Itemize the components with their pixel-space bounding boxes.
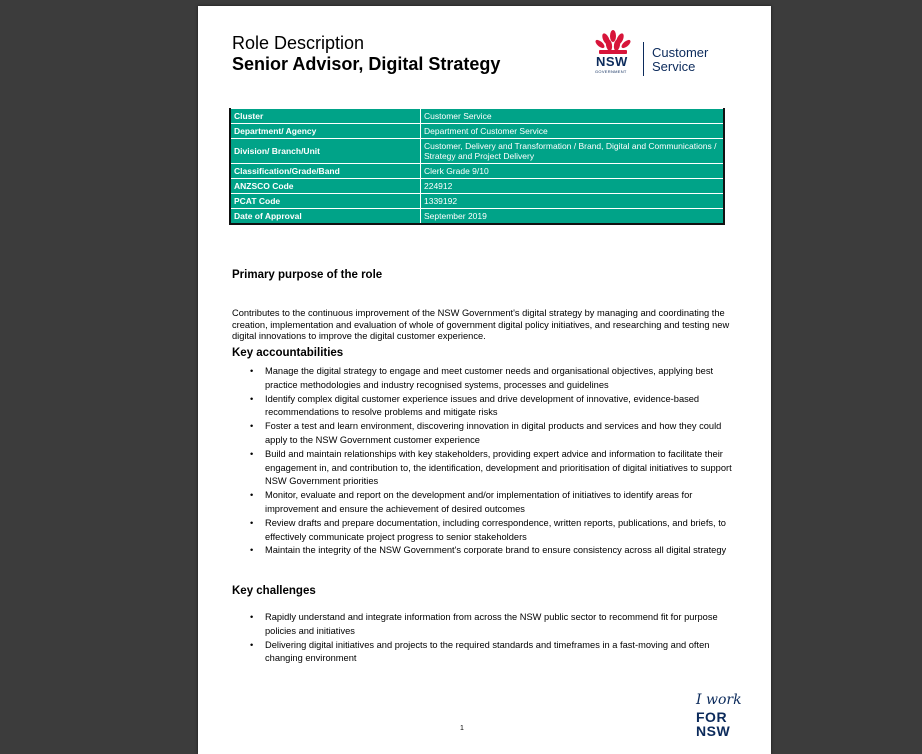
waratah-icon (594, 30, 632, 56)
nsw-wordmark: NSW (596, 54, 628, 69)
logo-divider (643, 42, 644, 76)
info-row (230, 109, 724, 124)
role-title: Senior Advisor, Digital Strategy (232, 54, 501, 74)
purpose-text: Contributes to the continuous improvement of the NSW Government's digital strategy by managing and coordinating the creation, implementation and evaluation of whole of government digital policy initiatives, and researching and testing new digital innovations to improve the digital customer experience. (232, 308, 730, 341)
list-item: • Foster a test and learn environment, discovering innovation in digital products and services and how they could apply to the NSW Government customer experience (232, 420, 742, 448)
challenges-list (232, 611, 742, 666)
purpose-heading: Primary purpose of the role (232, 269, 383, 281)
list-item: • Identify complex digital customer experience issues and drive development of innovative, evidence-based recommendations to resolve problems and mitigate risks (232, 393, 742, 421)
document-title-block (232, 33, 500, 75)
list-item: • Rapidly understand and integrate information from across the NSW public sector to recommend fit for purpose policies and initiatives (232, 611, 742, 639)
page-number: 1 (460, 725, 464, 732)
info-value: Customer, Delivery and Transformation / Brand, Digital and Communications / Strategy and Project Delivery (421, 139, 725, 164)
role-info-table (229, 108, 725, 225)
info-label: Date of Approval (230, 209, 421, 225)
info-value: 1339192 (421, 194, 725, 209)
list-item: • Manage the digital strategy to engage and meet customer needs and organisational objectives, applying best practice methodologies and industry recognised systems, processes and guidelines (232, 365, 742, 393)
info-row (230, 194, 724, 209)
info-value: Clerk Grade 9/10 (421, 164, 725, 179)
list-item: • Delivering digital initiatives and projects to the required standards and timeframes in a fast-moving and often changing environment (232, 639, 742, 667)
info-row (230, 209, 724, 225)
info-row (230, 164, 724, 179)
info-label: ANZSCO Code (230, 179, 421, 194)
info-row (230, 139, 724, 164)
info-label: Department/ Agency (230, 124, 421, 139)
info-label: Division/ Branch/Unit (230, 139, 421, 164)
list-item: • Build and maintain relationships with key stakeholders, providing expert advice and information to facilitate their engagement in, and contribution to, the identification, development and prioritisation of digital initiatives to support NSW Government priorities (232, 448, 742, 489)
i-work-for-nsw-logo (692, 692, 742, 742)
info-value: Customer Service (421, 109, 725, 124)
government-wordmark: GOVERNMENT (595, 69, 627, 74)
info-value: September 2019 (421, 209, 725, 225)
info-row (230, 124, 724, 139)
document-type-title: Role Description (232, 33, 365, 53)
iwork-line2: FOR (696, 709, 728, 725)
customer-wordmark: Customer (652, 45, 709, 60)
list-item: • Monitor, evaluate and report on the development and/or implementation of initiatives to identify areas for improvement and ensure the achievement of desired outcomes (232, 489, 742, 517)
accountabilities-list (232, 365, 742, 558)
list-item: • Review drafts and prepare documentation, including correspondence, written reports, publications, and briefs, to effectively communicate project progress to senior stakeholders (232, 517, 742, 545)
iwork-line3: NSW (696, 723, 731, 739)
list-item: • Maintain the integrity of the NSW Government's corporate brand to ensure consistency across all digital strategy (232, 544, 742, 558)
info-label: Cluster (230, 109, 421, 124)
info-value: 224912 (421, 179, 725, 194)
accountabilities-heading: Key accountabilities (232, 347, 344, 359)
nsw-customer-service-logo (594, 30, 734, 80)
info-label: Classification/Grade/Band (230, 164, 421, 179)
challenges-heading: Key challenges (232, 585, 316, 597)
service-wordmark: Service (652, 59, 696, 74)
info-value: Department of Customer Service (421, 124, 725, 139)
iwork-line1: I work (696, 692, 742, 708)
document-page (198, 6, 771, 754)
info-label: PCAT Code (230, 194, 421, 209)
info-row (230, 179, 724, 194)
